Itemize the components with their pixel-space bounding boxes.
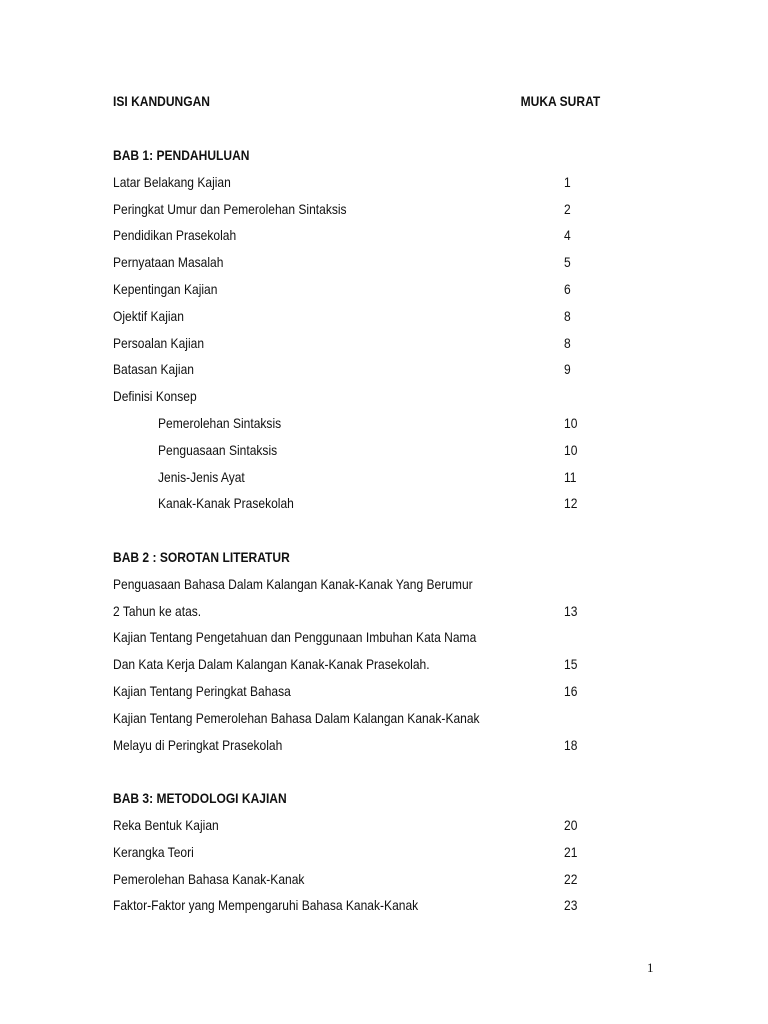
page-number: 1 xyxy=(647,960,654,975)
entry-title: Definisi Konsep xyxy=(113,388,197,405)
entry-page-number: 11 xyxy=(564,468,577,485)
toc-entry xyxy=(113,708,633,735)
entry-title: Kepentingan Kajian xyxy=(113,280,218,297)
entry-title: Kerangka Teori xyxy=(113,843,194,860)
entry-page-number: 6 xyxy=(564,280,571,297)
section-heading xyxy=(113,145,633,172)
entry-title: Ojektif Kajian xyxy=(113,307,184,324)
entry-page-number: 18 xyxy=(564,736,578,753)
entry-page-number: 8 xyxy=(564,307,571,324)
entry-title: Faktor-Faktor yang Mempengaruhi Bahasa Kanak-Kanak xyxy=(113,897,419,914)
entry-page-number: 15 xyxy=(564,656,578,673)
entry-title: Penguasaan Sintaksis xyxy=(158,441,278,458)
table-of-contents xyxy=(113,145,633,922)
toc-entry xyxy=(113,735,633,762)
toc-entry xyxy=(113,279,633,306)
toc-header xyxy=(113,93,601,113)
toc-entry xyxy=(113,627,633,654)
toc-entry xyxy=(113,386,633,413)
entry-page-number: 4 xyxy=(564,227,571,244)
page-column-heading: MUKA SURAT xyxy=(520,93,601,109)
toc-entry xyxy=(113,359,633,386)
toc-title: ISI KANDUNGAN xyxy=(113,93,210,109)
toc-entry xyxy=(113,252,633,279)
entry-page-number: 21 xyxy=(564,843,578,860)
entry-title: Pernyataan Masalah xyxy=(113,254,224,271)
entry-title: Dan Kata Kerja Dalam Kalangan Kanak-Kanak Prasekolah. xyxy=(113,656,430,673)
entry-title: Pemerolehan Sintaksis xyxy=(158,414,282,431)
entry-title: Kanak-Kanak Prasekolah xyxy=(158,495,294,512)
section-gap xyxy=(113,761,633,788)
entry-title: Jenis-Jenis Ayat xyxy=(158,468,245,485)
entry-page-number: 9 xyxy=(564,361,571,378)
toc-entry xyxy=(113,574,633,601)
entry-title: Melayu di Peringkat Prasekolah xyxy=(113,736,283,753)
entry-page-number: 23 xyxy=(564,897,578,914)
entry-page-number: 12 xyxy=(564,495,578,512)
toc-entry xyxy=(113,601,633,628)
entry-page-number: 20 xyxy=(564,816,578,833)
entry-page-number: 16 xyxy=(564,682,578,699)
section-heading-text: BAB 1: PENDAHULUAN xyxy=(113,147,250,163)
section-heading xyxy=(113,547,633,574)
entry-title: 2 Tahun ke atas. xyxy=(113,602,202,619)
entry-page-number: 8 xyxy=(564,334,571,351)
toc-entry xyxy=(113,842,633,869)
toc-entry xyxy=(113,869,633,896)
toc-entry xyxy=(113,654,633,681)
toc-entry xyxy=(113,333,633,360)
toc-entry xyxy=(113,306,633,333)
entry-page-number: 10 xyxy=(564,414,578,431)
entry-title: Persoalan Kajian xyxy=(113,334,205,351)
entry-page-number: 22 xyxy=(564,870,578,887)
entry-page-number: 2 xyxy=(564,200,571,217)
section-heading-text: BAB 3: METODOLOGI KAJIAN xyxy=(113,790,287,807)
entry-title: Latar Belakang Kajian xyxy=(113,173,231,190)
entry-title: Kajian Tentang Pengetahuan dan Penggunaan Imbuhan Kata Nama xyxy=(113,629,477,646)
entry-title: Pendidikan Prasekolah xyxy=(113,227,237,244)
section-gap xyxy=(113,520,633,547)
entry-page-number: 10 xyxy=(564,441,578,458)
toc-entry xyxy=(113,225,633,252)
toc-entry xyxy=(113,199,633,226)
entry-title: Reka Bentuk Kajian xyxy=(113,816,219,833)
entry-page-number: 13 xyxy=(564,602,578,619)
entry-title: Kajian Tentang Pemerolehan Bahasa Dalam Kalangan Kanak-Kanak xyxy=(113,709,480,726)
entry-title: Kajian Tentang Peringkat Bahasa xyxy=(113,682,291,699)
toc-entry xyxy=(113,815,633,842)
toc-subentry xyxy=(113,467,633,494)
section-heading-text: BAB 2 : SOROTAN LITERATUR xyxy=(113,548,290,565)
toc-entry xyxy=(113,681,633,708)
entry-title: Peringkat Umur dan Pemerolehan Sintaksis xyxy=(113,200,347,217)
entry-page-number: 5 xyxy=(564,254,571,271)
toc-subentry xyxy=(113,493,633,520)
section-heading xyxy=(113,788,633,815)
toc-entry xyxy=(113,172,633,199)
entry-title: Penguasaan Bahasa Dalam Kalangan Kanak-Kanak Yang Berumur xyxy=(113,575,473,592)
toc-entry xyxy=(113,895,633,922)
entry-title: Batasan Kajian xyxy=(113,361,195,378)
toc-subentry xyxy=(113,440,633,467)
entry-title: Pemerolehan Bahasa Kanak-Kanak xyxy=(113,870,305,887)
entry-page-number: 1 xyxy=(564,173,571,190)
toc-subentry xyxy=(113,413,633,440)
